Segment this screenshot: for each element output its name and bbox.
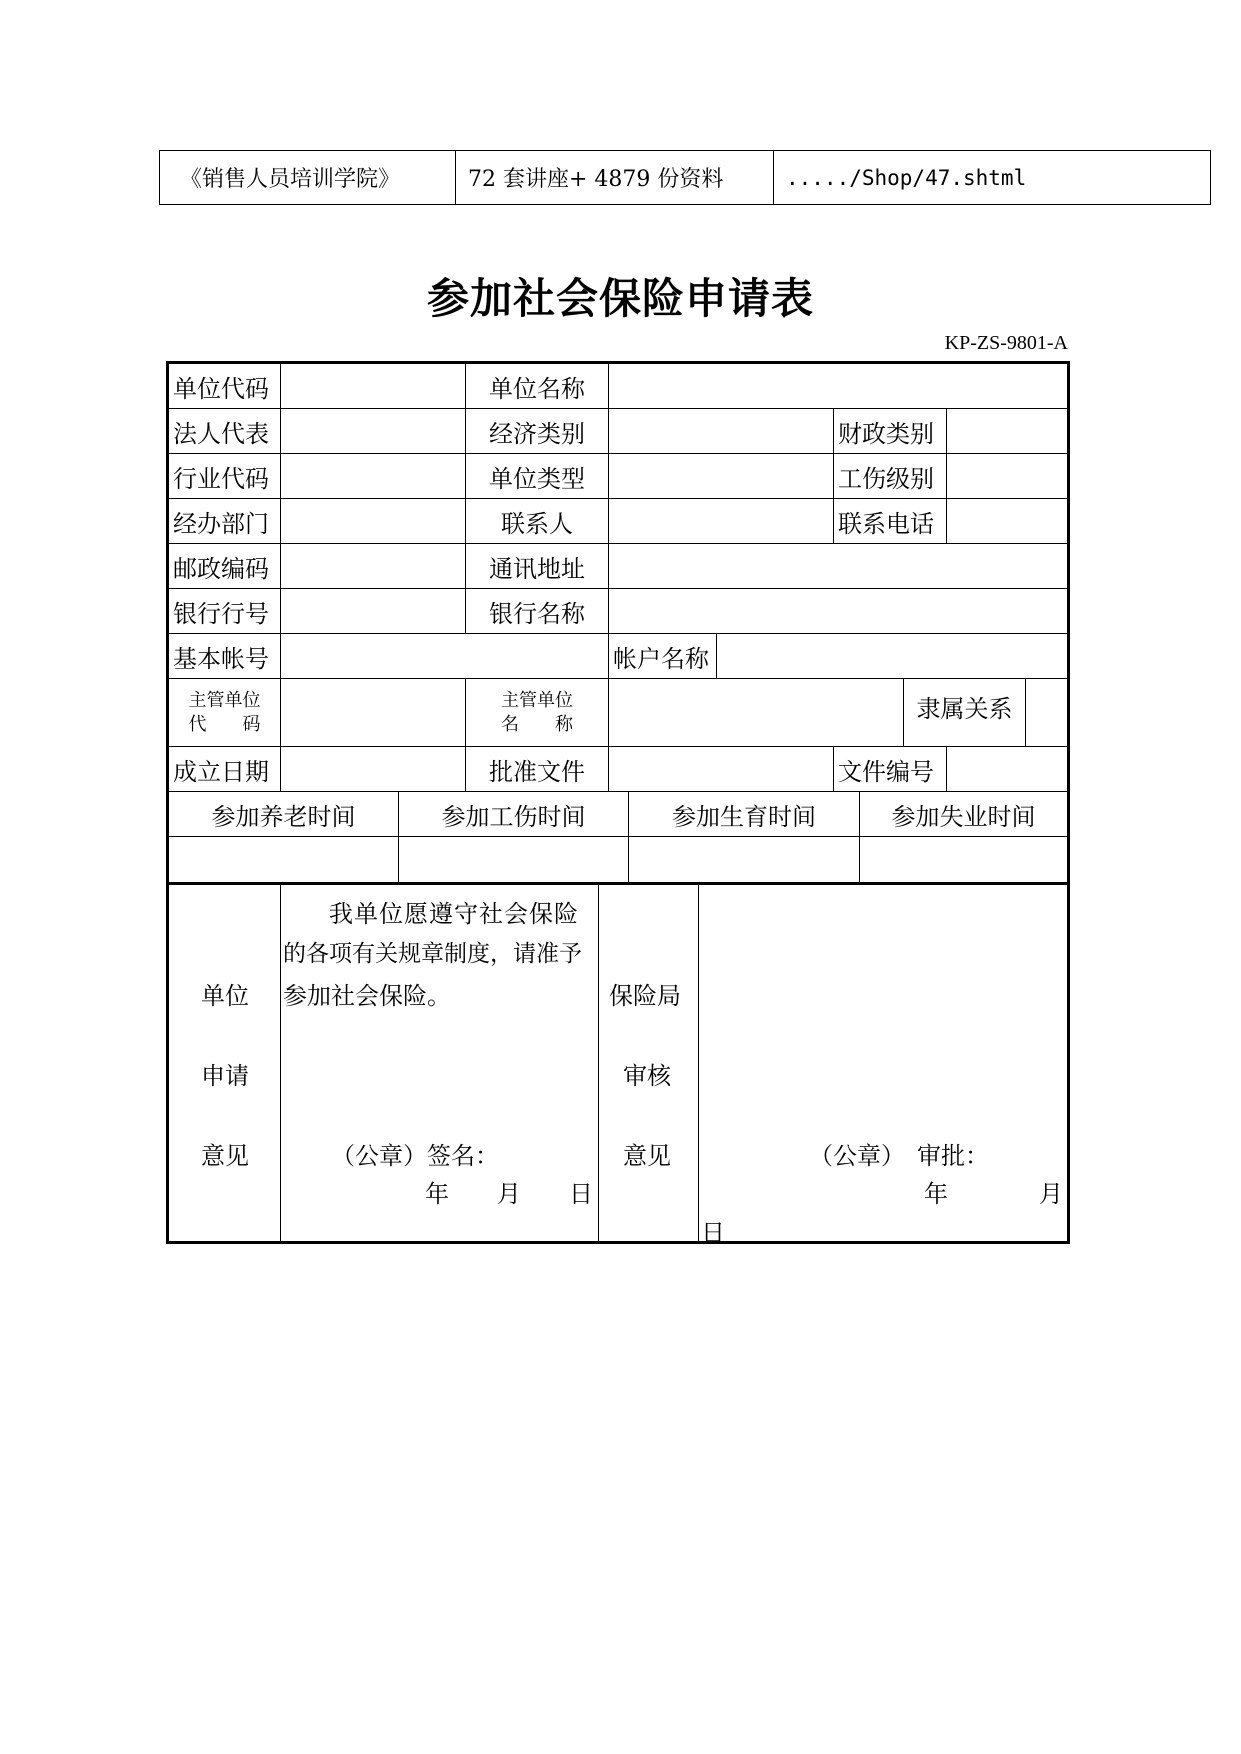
label-parent-name [466, 679, 609, 747]
field-postal-code[interactable] [281, 544, 466, 589]
field-address[interactable] [609, 544, 1067, 589]
field-doc-number[interactable] [947, 747, 1067, 792]
label-parent-name-line2: 名 称 [501, 713, 573, 735]
form-code: KP-ZS-9801-A [944, 332, 1068, 354]
label-unit-type: 单位类型 [466, 454, 609, 499]
bureau-label-line3: 意见 [623, 1142, 671, 1170]
unit-label-line2: 申请 [201, 1062, 249, 1090]
field-unit-code[interactable] [281, 364, 466, 409]
label-bank-no: 银行行号 [169, 589, 281, 634]
field-bank-no[interactable] [281, 589, 466, 634]
label-founded-date: 成立日期 [169, 747, 281, 792]
label-injury-level: 工伤级别 [834, 454, 947, 499]
unit-statement-line2: 的各项有关规章制度，请准予 [283, 941, 582, 967]
field-pension-time[interactable] [169, 837, 399, 885]
field-bank-name[interactable] [609, 589, 1067, 634]
label-pension-time: 参加养老时间 [169, 792, 399, 837]
label-unemployment-time: 参加失业时间 [860, 792, 1067, 837]
bureau-date-day: 日 [701, 1219, 725, 1247]
bureau-seal-approval: （公章） 审批： [809, 1142, 989, 1170]
bureau-opinion-area[interactable] [699, 885, 1067, 1241]
field-injury-time[interactable] [399, 837, 629, 885]
bureau-label-line1: 保险局 [609, 982, 681, 1010]
field-legal-rep[interactable] [281, 409, 466, 454]
field-econ-type[interactable] [609, 409, 834, 454]
label-doc-number: 文件编号 [834, 747, 947, 792]
header-table [159, 150, 1211, 205]
label-basic-account: 基本帐号 [169, 634, 281, 679]
label-contact-phone: 联系电话 [834, 499, 947, 544]
field-unit-name[interactable] [609, 364, 1067, 409]
header-col-2: 72 套讲座+ 4879 份资料 [456, 151, 774, 204]
field-unemployment-time[interactable] [860, 837, 1067, 885]
label-econ-type: 经济类别 [466, 409, 609, 454]
header-col-1: 《销售人员培训学院》 [160, 151, 456, 204]
label-legal-rep: 法人代表 [169, 409, 281, 454]
label-industry-code: 行业代码 [169, 454, 281, 499]
bureau-label-line2: 审核 [623, 1062, 671, 1090]
field-parent-code[interactable] [281, 679, 466, 747]
label-affiliation: 隶属关系 [904, 679, 1026, 747]
field-approval-doc[interactable] [609, 747, 834, 792]
label-parent-code-line2: 代 码 [188, 713, 261, 735]
label-postal-code: 邮政编码 [169, 544, 281, 589]
unit-label-line3: 意见 [201, 1142, 249, 1170]
field-account-name[interactable] [717, 634, 1067, 679]
label-account-name: 帐户名称 [609, 634, 717, 679]
field-contact-person[interactable] [609, 499, 834, 544]
field-injury-level[interactable] [947, 454, 1067, 499]
field-finance-type[interactable] [947, 409, 1067, 454]
field-contact-phone[interactable] [947, 499, 1067, 544]
label-contact-person: 联系人 [466, 499, 609, 544]
label-maternity-time: 参加生育时间 [629, 792, 860, 837]
field-maternity-time[interactable] [629, 837, 860, 885]
field-parent-name[interactable] [609, 679, 904, 747]
field-founded-date[interactable] [281, 747, 466, 792]
bureau-date-year: 年 [924, 1180, 948, 1208]
unit-date: 年 月 日 [425, 1180, 593, 1208]
field-industry-code[interactable] [281, 454, 466, 499]
field-unit-type[interactable] [609, 454, 834, 499]
label-unit-code: 单位代码 [169, 364, 281, 409]
page-title: 参加社会保险申请表 [426, 274, 814, 323]
unit-seal-signature: （公章）签名： [331, 1142, 499, 1170]
field-handling-dept[interactable] [281, 499, 466, 544]
label-parent-code-line1: 主管单位 [188, 689, 261, 711]
label-injury-time: 参加工伤时间 [399, 792, 629, 837]
label-finance-type: 财政类别 [834, 409, 947, 454]
application-form [166, 361, 1070, 1247]
label-unit-name: 单位名称 [466, 364, 609, 409]
label-address: 通讯地址 [466, 544, 609, 589]
field-affiliation[interactable] [1026, 679, 1067, 747]
label-approval-doc: 批准文件 [466, 747, 609, 792]
bureau-date-month: 月 [1039, 1180, 1063, 1208]
label-parent-name-line1: 主管单位 [501, 689, 573, 711]
unit-statement-line1: 我单位愿遵守社会保险 [329, 900, 579, 928]
field-basic-account[interactable] [281, 634, 609, 679]
unit-statement-line3: 参加社会保险。 [283, 982, 451, 1010]
label-parent-code [169, 679, 281, 747]
label-handling-dept: 经办部门 [169, 499, 281, 544]
unit-label-line1: 单位 [201, 982, 249, 1010]
label-bank-name: 银行名称 [466, 589, 609, 634]
header-col-3: ...../Shop/47.shtml [786, 165, 1027, 190]
